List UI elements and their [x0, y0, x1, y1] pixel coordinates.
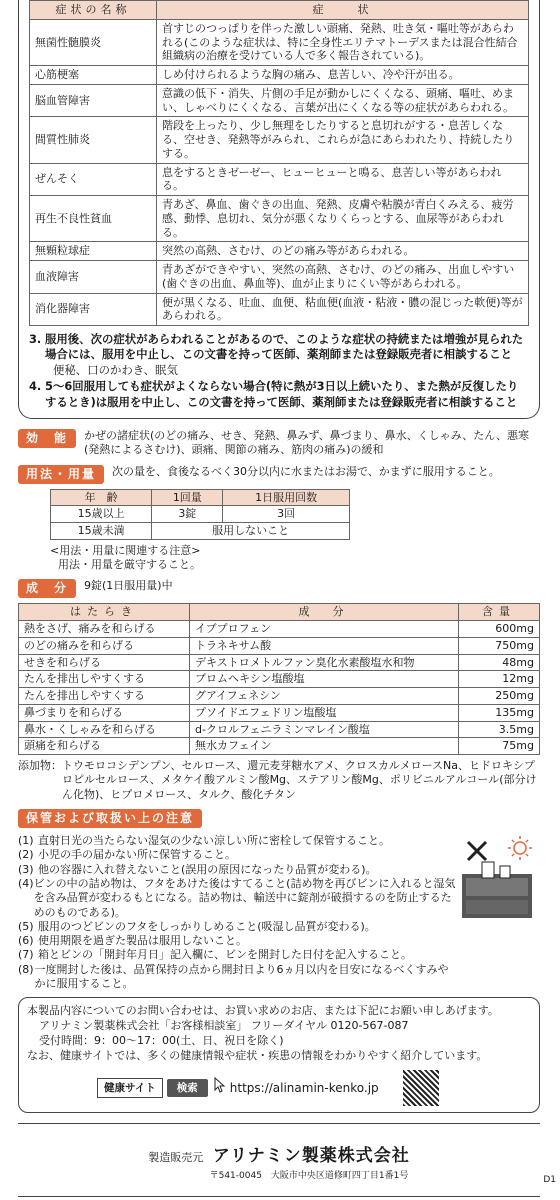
item-number: (3) [18, 862, 34, 876]
contact-hours: 受付時間：9：00〜17：00(土、日、祝日を除く) [39, 1033, 284, 1047]
additives [18, 759, 540, 802]
component-cell: トラネキサム酸 [190, 637, 459, 654]
note-number: 3. [29, 332, 42, 346]
item-number: (5) [18, 919, 34, 933]
amount-cell: 75mg [459, 738, 540, 755]
contact-line-1: 本製品内容についてのお問い合わせは、お買い求めのお店、または下記にお願い申しあげます。 [27, 1004, 499, 1018]
storage-section [18, 809, 540, 828]
once-header: 1回量 [152, 489, 223, 506]
daily-header: 1日服用回数 [223, 489, 350, 506]
list-item [18, 834, 458, 848]
table-row [30, 66, 529, 85]
ingredients-section [18, 579, 540, 598]
ingredients-tag: 成 分 [18, 579, 76, 598]
leaflet-page [18, 0, 540, 1197]
symptom-desc: 青あざ、鼻血、歯ぐきの出血、発熱、皮膚や粘膜が青白くみえる、疲労感、動悸、息切れ、気分が悪くなりくらっとする、血尿等があらわれる。 [157, 196, 529, 242]
table-row [19, 688, 540, 705]
component-cell: グアイフェネシン [190, 688, 459, 705]
dosage-note-title: <用法・用量に関連する注意> [50, 543, 201, 557]
contact-line-4: なお、健康サイトでは、多くの健康情報や症状・疾患の情報をわかりやすく紹介しています。 [27, 1048, 488, 1062]
side-effects-box [18, 0, 540, 419]
list-item [18, 877, 458, 920]
symptom-desc: 階段を上ったり、少し無理をしたりすると息切れがする・息苦しくなる、空せき、発熱等がみられ、これらが急にあらわれたり、持続したりする。 [157, 117, 529, 163]
table-row [19, 704, 540, 721]
divider [18, 1123, 540, 1124]
item-text: 他の容器に入れ替えないこと(誤用の原因になったり品質が変わる)。 [38, 862, 377, 876]
contact-box [18, 997, 540, 1112]
list-item [18, 963, 458, 992]
note-4-bold: 5〜6回服用しても症状がよくならない場合(特に熱が3日以上続いたり、また熱が反復したりするとき)は服用を中止し、この文書を持って医師、薬剤師または登録販売者に相談すること [45, 379, 519, 409]
manufacturer-address: 〒541-0045 大阪市中央区道修町四丁目1番1号 [209, 1170, 409, 1181]
item-text: 服用のつどビンのフタをしっかりしめること(吸湿し品質が変わる)。 [38, 919, 376, 933]
effect-cell: 鼻づまりを和らげる [19, 704, 190, 721]
dosage-tag: 用法・用量 [18, 465, 104, 484]
divider [18, 1196, 540, 1197]
daily-cell: 3回 [223, 506, 350, 523]
effect-cell: のどの痛みを和らげる [19, 637, 190, 654]
symptom-table [29, 0, 529, 326]
component-cell: デキストロメトルファン臭化水素酸塩水和物 [190, 654, 459, 671]
list-item [18, 948, 458, 962]
health-site-label: 健康サイト [97, 1078, 163, 1098]
dosage-section [18, 465, 540, 484]
symptom-name: 無顆粒球症 [30, 242, 157, 261]
component-cell: イブプロフェン [190, 621, 459, 638]
dosage-note [50, 544, 540, 573]
dosage-table [50, 489, 350, 540]
table-row [19, 671, 540, 688]
ingredients-table [18, 603, 540, 755]
effect-cell: 鼻水・くしゃみを和らげる [19, 721, 190, 738]
no-use-cell: 服用しないこと [152, 523, 350, 540]
list-item [18, 934, 458, 948]
symptom-desc: 意識の低下・消失、片側の手足が動かしにくくなる、頭痛、嘔吐、めまい、しゃべりにくくなる、言葉が出にくくなる等の症状があらわれる。 [157, 84, 529, 117]
amount-cell: 750mg [459, 637, 540, 654]
component-cell: ブロムヘキシン塩酸塩 [190, 671, 459, 688]
list-item [18, 848, 458, 862]
table-row [30, 242, 529, 261]
component-header: 成 分 [190, 604, 459, 621]
additives-text: トウモロコシデンプン、セルロース、還元麦芽糖水アメ、クロスカルメロースNa、ヒドロキシプロピルセルロース、メタケイ酸アルミン酸Mg、ステアリン酸Mg、ポリビニルアルコール(部分けん化物)、ヒプロメロース、タルク、酸化チタン [62, 759, 537, 801]
effect-cell: 頭痛を和らげる [19, 738, 190, 755]
item-number: (2) [18, 848, 34, 862]
symptom-desc: 突然の高熱、さむけ、のどの痛み等があらわれる。 [157, 242, 529, 261]
table-row [19, 654, 540, 671]
symptom-desc-header: 症 状 [157, 1, 529, 20]
table-row [19, 637, 540, 654]
table-row [30, 261, 529, 294]
efficacy-tag: 効 能 [18, 429, 76, 448]
ingredients-text: 9錠(1日服用量)中 [84, 579, 173, 593]
table-row [30, 196, 529, 242]
item-text: ビンの中の詰め物は、フタをあけた後はすてること(詰め物を再びビンに入れると湿気を含み品質が変わるもとになる。詰め物は、輸送中に錠剤が破損するのを防止するためのものである)。 [33, 876, 456, 919]
amount-cell: 12mg [459, 671, 540, 688]
symptom-name: 心筋梗塞 [30, 66, 157, 85]
document-code: D1 [543, 1174, 556, 1185]
dosage-note-text: 用法・用量を厳守すること。 [58, 558, 201, 572]
table-row [51, 506, 350, 523]
table-row [51, 523, 350, 540]
age-cell: 15歳未満 [51, 523, 152, 540]
item-text: 直射日光の当たらない湿気の少ない涼しい所に密栓して保管すること。 [38, 834, 390, 848]
item-number: (6) [18, 934, 34, 948]
manufacturer [18, 1146, 540, 1167]
amount-cell: 250mg [459, 688, 540, 705]
list-item [18, 863, 458, 877]
symptom-name: 脳血管障害 [30, 84, 157, 117]
note-3 [29, 332, 529, 378]
item-number: (4) [18, 876, 34, 890]
efficacy-text: かぜの諸症状(のどの痛み、せき、発熱、鼻みず、鼻づまり、鼻水、くしゃみ、たん、悪寒(発熱によるさむけ)、頭痛、関節の痛み、筋肉の痛み)の緩和 [84, 428, 529, 457]
amount-cell: 3.5mg [459, 721, 540, 738]
search-button[interactable]: 検索 [167, 1079, 208, 1097]
cursor-icon [214, 1077, 226, 1098]
site-url[interactable]: https://alinamin-kenko.jp [229, 1080, 379, 1095]
component-cell: プソイドエフェドリン塩酸塩 [190, 704, 459, 721]
contact-line-2: アリナミン製薬株式会社「お客様相談室」 フリーダイヤル 0120-567-087 [39, 1019, 409, 1033]
storage-list [18, 834, 458, 991]
table-row [19, 621, 540, 638]
amount-header: 含量 [459, 604, 540, 621]
effect-cell: 熱をさげ、痛みを和らげる [19, 621, 190, 638]
table-row [30, 293, 529, 326]
item-number: (7) [18, 948, 34, 962]
efficacy-section [18, 429, 540, 458]
item-number: (1) [18, 834, 34, 848]
dosage-text: 次の量を、食後なるべく30分以内に水またはお湯で、かまずに服用すること。 [112, 464, 500, 478]
manufacturer-name: アリナミン製薬株式会社 [212, 1145, 410, 1166]
component-cell: 無水カフェイン [190, 738, 459, 755]
symptom-name: 無菌性髄膜炎 [30, 19, 157, 65]
storage-tag: 保管および取扱い上の注意 [18, 809, 202, 828]
table-row [30, 19, 529, 65]
effect-cell: せきを和らげる [19, 654, 190, 671]
table-row [30, 163, 529, 196]
symptom-name: 血液障害 [30, 261, 157, 294]
symptom-name: 間質性肺炎 [30, 117, 157, 163]
once-cell: 3錠 [152, 506, 223, 523]
health-site-row [97, 1070, 531, 1106]
item-number: (8) [18, 962, 34, 976]
symptom-desc: 青あざができやすい、突然の高熱、さむけ、のどの痛み、出血しやすい(歯ぐきの出血、鼻血等)、血が止まりにくい等があらわれる。 [157, 261, 529, 294]
note-4 [29, 379, 529, 410]
symptom-name-header: 症状の名称 [30, 1, 157, 20]
amount-cell: 48mg [459, 654, 540, 671]
symptom-name: 消化器障害 [30, 293, 157, 326]
effect-header: はたらき [19, 604, 190, 621]
additives-label: 添加物： [18, 759, 62, 773]
note-3-symptoms: 便秘、口のかわき、眠気 [53, 362, 178, 377]
list-item [18, 920, 458, 934]
item-text: 使用期限を過ぎた製品は服用しないこと。 [38, 934, 247, 948]
symptom-name: 再生不良性貧血 [30, 196, 157, 242]
item-text: 一度開封した後は、品質保持の点から開封日より6ヵ月以内を目安になるべくすみやかに服用すること。 [34, 962, 449, 990]
table-row [19, 721, 540, 738]
table-row [30, 84, 529, 117]
storage-illustration [458, 834, 538, 991]
qr-code-icon[interactable] [403, 1070, 439, 1106]
no-sunlight-icon [458, 834, 538, 924]
component-cell: d-クロルフェニラミンマレイン酸塩 [190, 721, 459, 738]
amount-cell: 135mg [459, 704, 540, 721]
table-row [19, 738, 540, 755]
item-text: 箱とビンの「開封年月日」記入欄に、ビンを開封した日付を記入すること。 [38, 948, 412, 962]
manufacturer-role: 製造販売元 [148, 1150, 204, 1164]
symptom-name: ぜんそく [30, 163, 157, 196]
symptom-desc: しめ付けられるような胸の痛み、息苦しい、冷や汗が出る。 [157, 66, 529, 85]
storage-body [18, 834, 540, 991]
effect-cell: たんを排出しやすくする [19, 671, 190, 688]
note-3-bold: 服用後、次の症状があらわれることがあるので、このような症状の持続または増強が見られた場合には、服用を中止し、この文書を持って医師、薬剤師または登録販売者に相談すること [45, 332, 524, 362]
symptom-desc: 首すじのつっぱりを伴った激しい頭痛、発熱、吐き気・嘔吐等があらわれる(このような症状は、特に全身性エリテマトーデスまたは混合性結合組織病の治療を受けている人で多く報告されている)。 [157, 19, 529, 65]
symptom-desc: 便が黒くなる、吐血、血便、粘血便(血液・粘液・膿の混じった軟便)等があらわれる。 [157, 293, 529, 326]
note-number: 4. [29, 379, 42, 394]
amount-cell: 600mg [459, 621, 540, 638]
effect-cell: たんを排出しやすくする [19, 688, 190, 705]
age-header: 年 齢 [51, 489, 152, 506]
age-cell: 15歳以上 [51, 506, 152, 523]
symptom-desc: 息をするときゼーゼー、ヒューヒューと鳴る、息苦しい等があらわれる。 [157, 163, 529, 196]
table-row [30, 117, 529, 163]
item-text: 小児の手の届かない所に保管すること。 [38, 848, 236, 862]
